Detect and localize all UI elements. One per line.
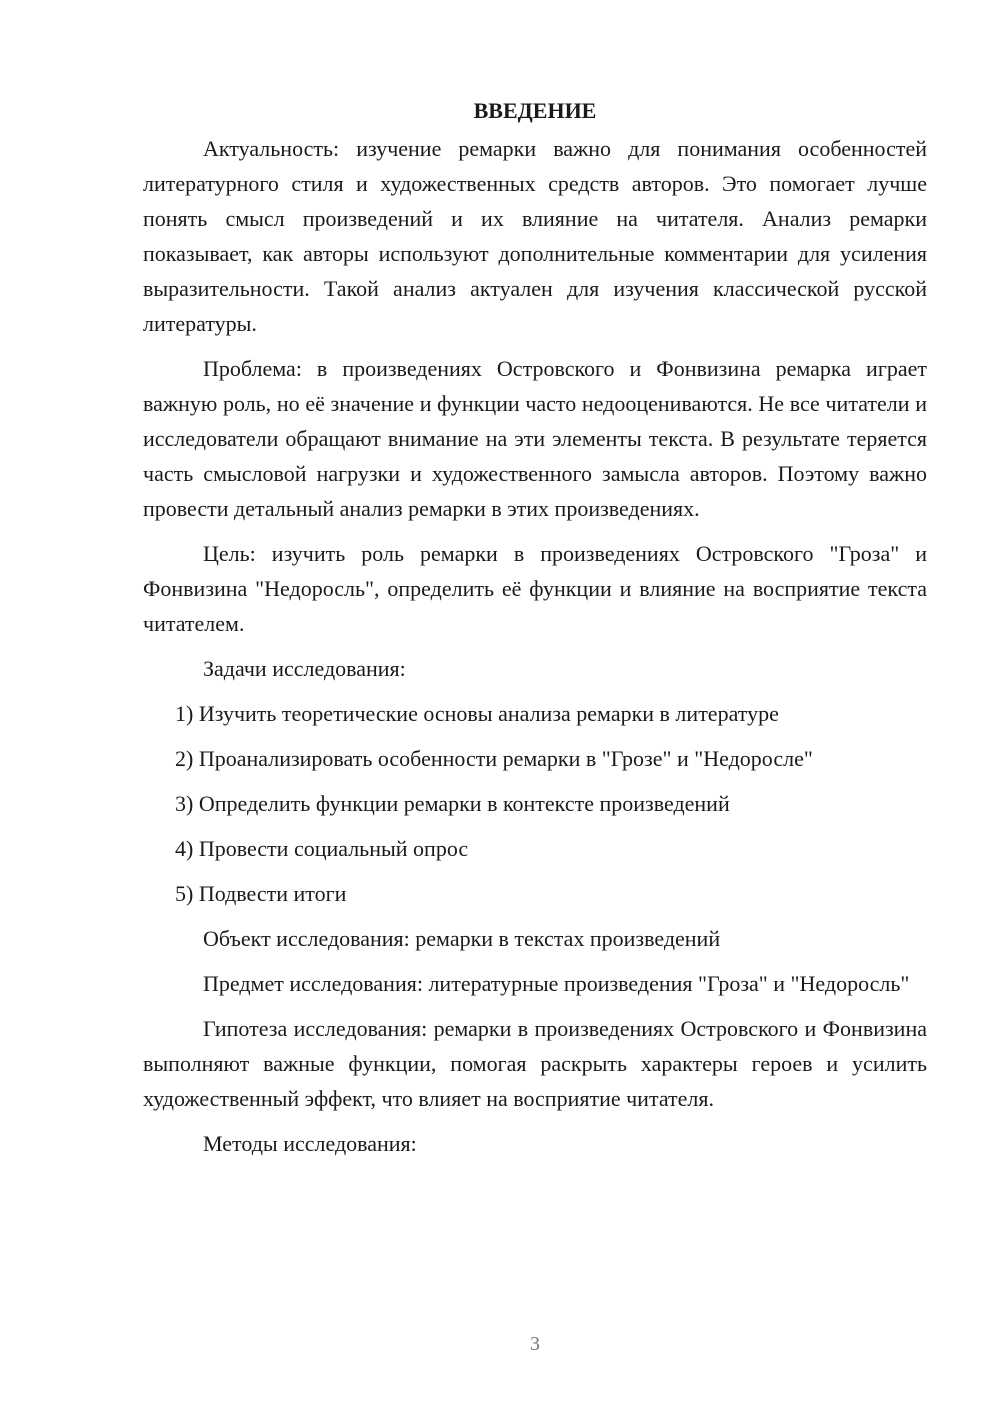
paragraph-object: Объект исследования: ремарки в текстах произведений	[203, 926, 721, 951]
paragraph-problem: Проблема: в произведениях Островского и Фонвизина ремарка играет важную роль, но её значение и функции часто недооцениваются. Не все читатели и исследователи обращают внимание на эти элементы текста. В результате теряется часть смысловой нагрузки и художественного замысла авторов. Поэтому важно провести детальный анализ ремарки в этих произведениях.	[143, 356, 927, 521]
paragraph-goal: Цель: изучить роль ремарки в произведениях Островского "Гроза" и Фонвизина "Недоросль", определить её функции и влияние на восприятие текста читателем.	[143, 541, 927, 636]
tasks-heading: Задачи исследования:	[203, 656, 406, 681]
section-title: ВВЕДЕНИЕ	[473, 98, 597, 123]
list-item: 1) Изучить теоретические основы анализа ремарки в литературе	[175, 701, 779, 726]
document-page	[143, 95, 927, 1171]
page-number: 3	[530, 1333, 540, 1355]
paragraph-hypothesis: Гипотеза исследования: ремарки в произведениях Островского и Фонвизина выполняют важные функции, помогая раскрыть характеры героев и усилить художественный эффект, что влияет на восприятие читателя.	[143, 1016, 927, 1111]
methods-heading: Методы исследования:	[203, 1131, 417, 1156]
list-item: 3) Определить функции ремарки в контексте произведений	[175, 791, 730, 816]
list-item: 4) Провести социальный опрос	[175, 836, 469, 861]
list-item: 2) Проанализировать особенности ремарки в "Грозе" и "Недоросле"	[175, 746, 813, 771]
paragraph-subject: Предмет исследования: литературные произведения "Гроза" и "Недоросль"	[203, 971, 910, 996]
list-item: 5) Подвести итоги	[175, 881, 347, 906]
tasks-list	[143, 696, 927, 911]
paragraph-relevance: Актуальность: изучение ремарки важно для понимания особенностей литературного стиля и художественных средств авторов. Это помогает лучше понять смысл произведений и их влияние на читателя. Анализ ремарки показывает, как авторы используют дополнительные комментарии для усиления выразительности. Такой анализ актуален для изучения классической русской литературы.	[143, 136, 927, 336]
